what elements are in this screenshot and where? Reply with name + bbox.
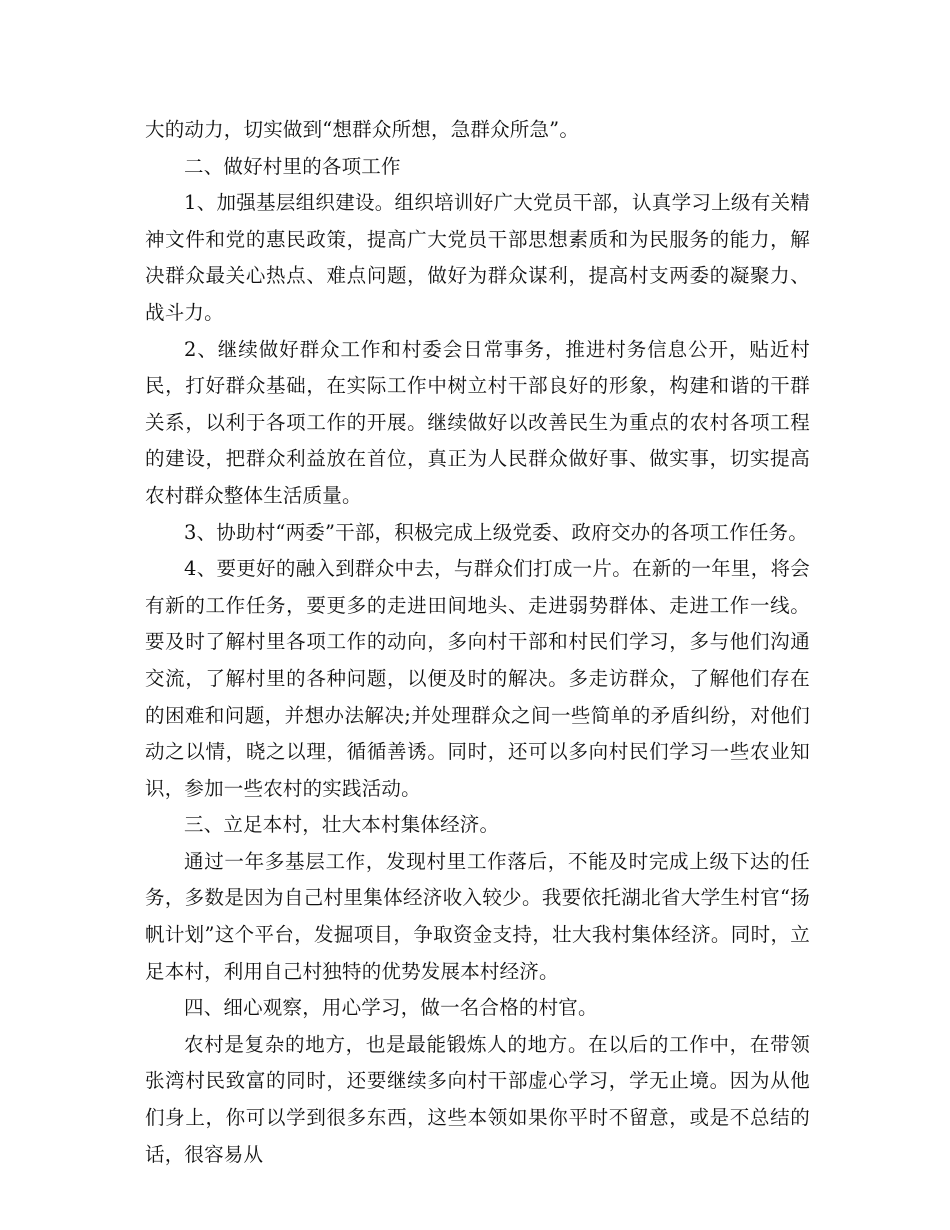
paragraph-continuation: 大的动力，切实做到“想群众所想，急群众所急”。 — [145, 118, 580, 141]
paragraph-learning: 农村是复杂的地方，也是最能锻炼人的地方。在以后的工作中，在带领张湾村民致富的同时，还要继续多向村干部虚心学习，学无止境。因为从他们身上，你可以学到很多东西，这些本领如果你平时不留意，或是不总结的话，很容易从 — [145, 1032, 810, 1166]
section-heading-2: 二、做好村里的各项工作 — [184, 154, 401, 178]
paragraph-item-1: 1、加强基层组织建设。组织培训好广大党员干部，认真学习上级有关精神文件和党的惠民政策，提高广大党员干部思想素质和为民服务的能力，解决群众最关心热点、难点问题，做好为群众谋利，提高村支两委的凝聚力、战斗力。 — [145, 191, 810, 324]
section-heading-3: 三、立足本村，壮大本村集体经济。 — [184, 813, 500, 837]
paragraph-economy: 通过一年多基层工作，发现村里工作落后，不能及时完成上级下达的任务，多数是因为自己村里集体经济收入较少。我要依托湖北省大学生村官“扬帆计划”这个平台，发掘项目，争取资金支持，壮大我村集体经济。同时，立足本村，利用自己村独特的优势发展本村经济。 — [145, 849, 810, 983]
paragraph-item-4: 4、要更好的融入到群众中去，与群众们打成一片。在新的一年里，将会有新的工作任务，要更多的走进田间地头、走进弱势群体、走进工作一线。要及时了解村里各项工作的动向，多向村干部和村民们学习，多与他们沟通交流，了解村里的各种问题，以便及时的解决。多走访群众，了解他们存在的困难和问题，并想办法解决;并处理群众之间一些简单的矛盾纠纷，对他们动之以情，晓之以理，循循善诱。同时，还可以多向村民们学习一些农业知识，参加一些农村的实践活动。 — [145, 557, 810, 800]
document-body — [145, 112, 810, 1173]
paragraph-item-3: 3、协助村“两委”干部，积极完成上级党委、政府交办的各项工作任务。 — [184, 520, 808, 544]
section-heading-4: 四、细心观察，用心学习，做一名合格的村官。 — [184, 996, 598, 1020]
paragraph-item-2: 2、继续做好群众工作和村委会日常事务，推进村务信息公开，贴近村民，打好群众基础，在实际工作中树立村干部良好的形象，构建和谐的干群关系，以利于各项工作的开展。继续做好以改善民生为重点的农村各项工程的建设，把群众利益放在首位，真正为人民群众做好事、做实事，切实提高农村群众整体生活质量。 — [145, 337, 810, 507]
